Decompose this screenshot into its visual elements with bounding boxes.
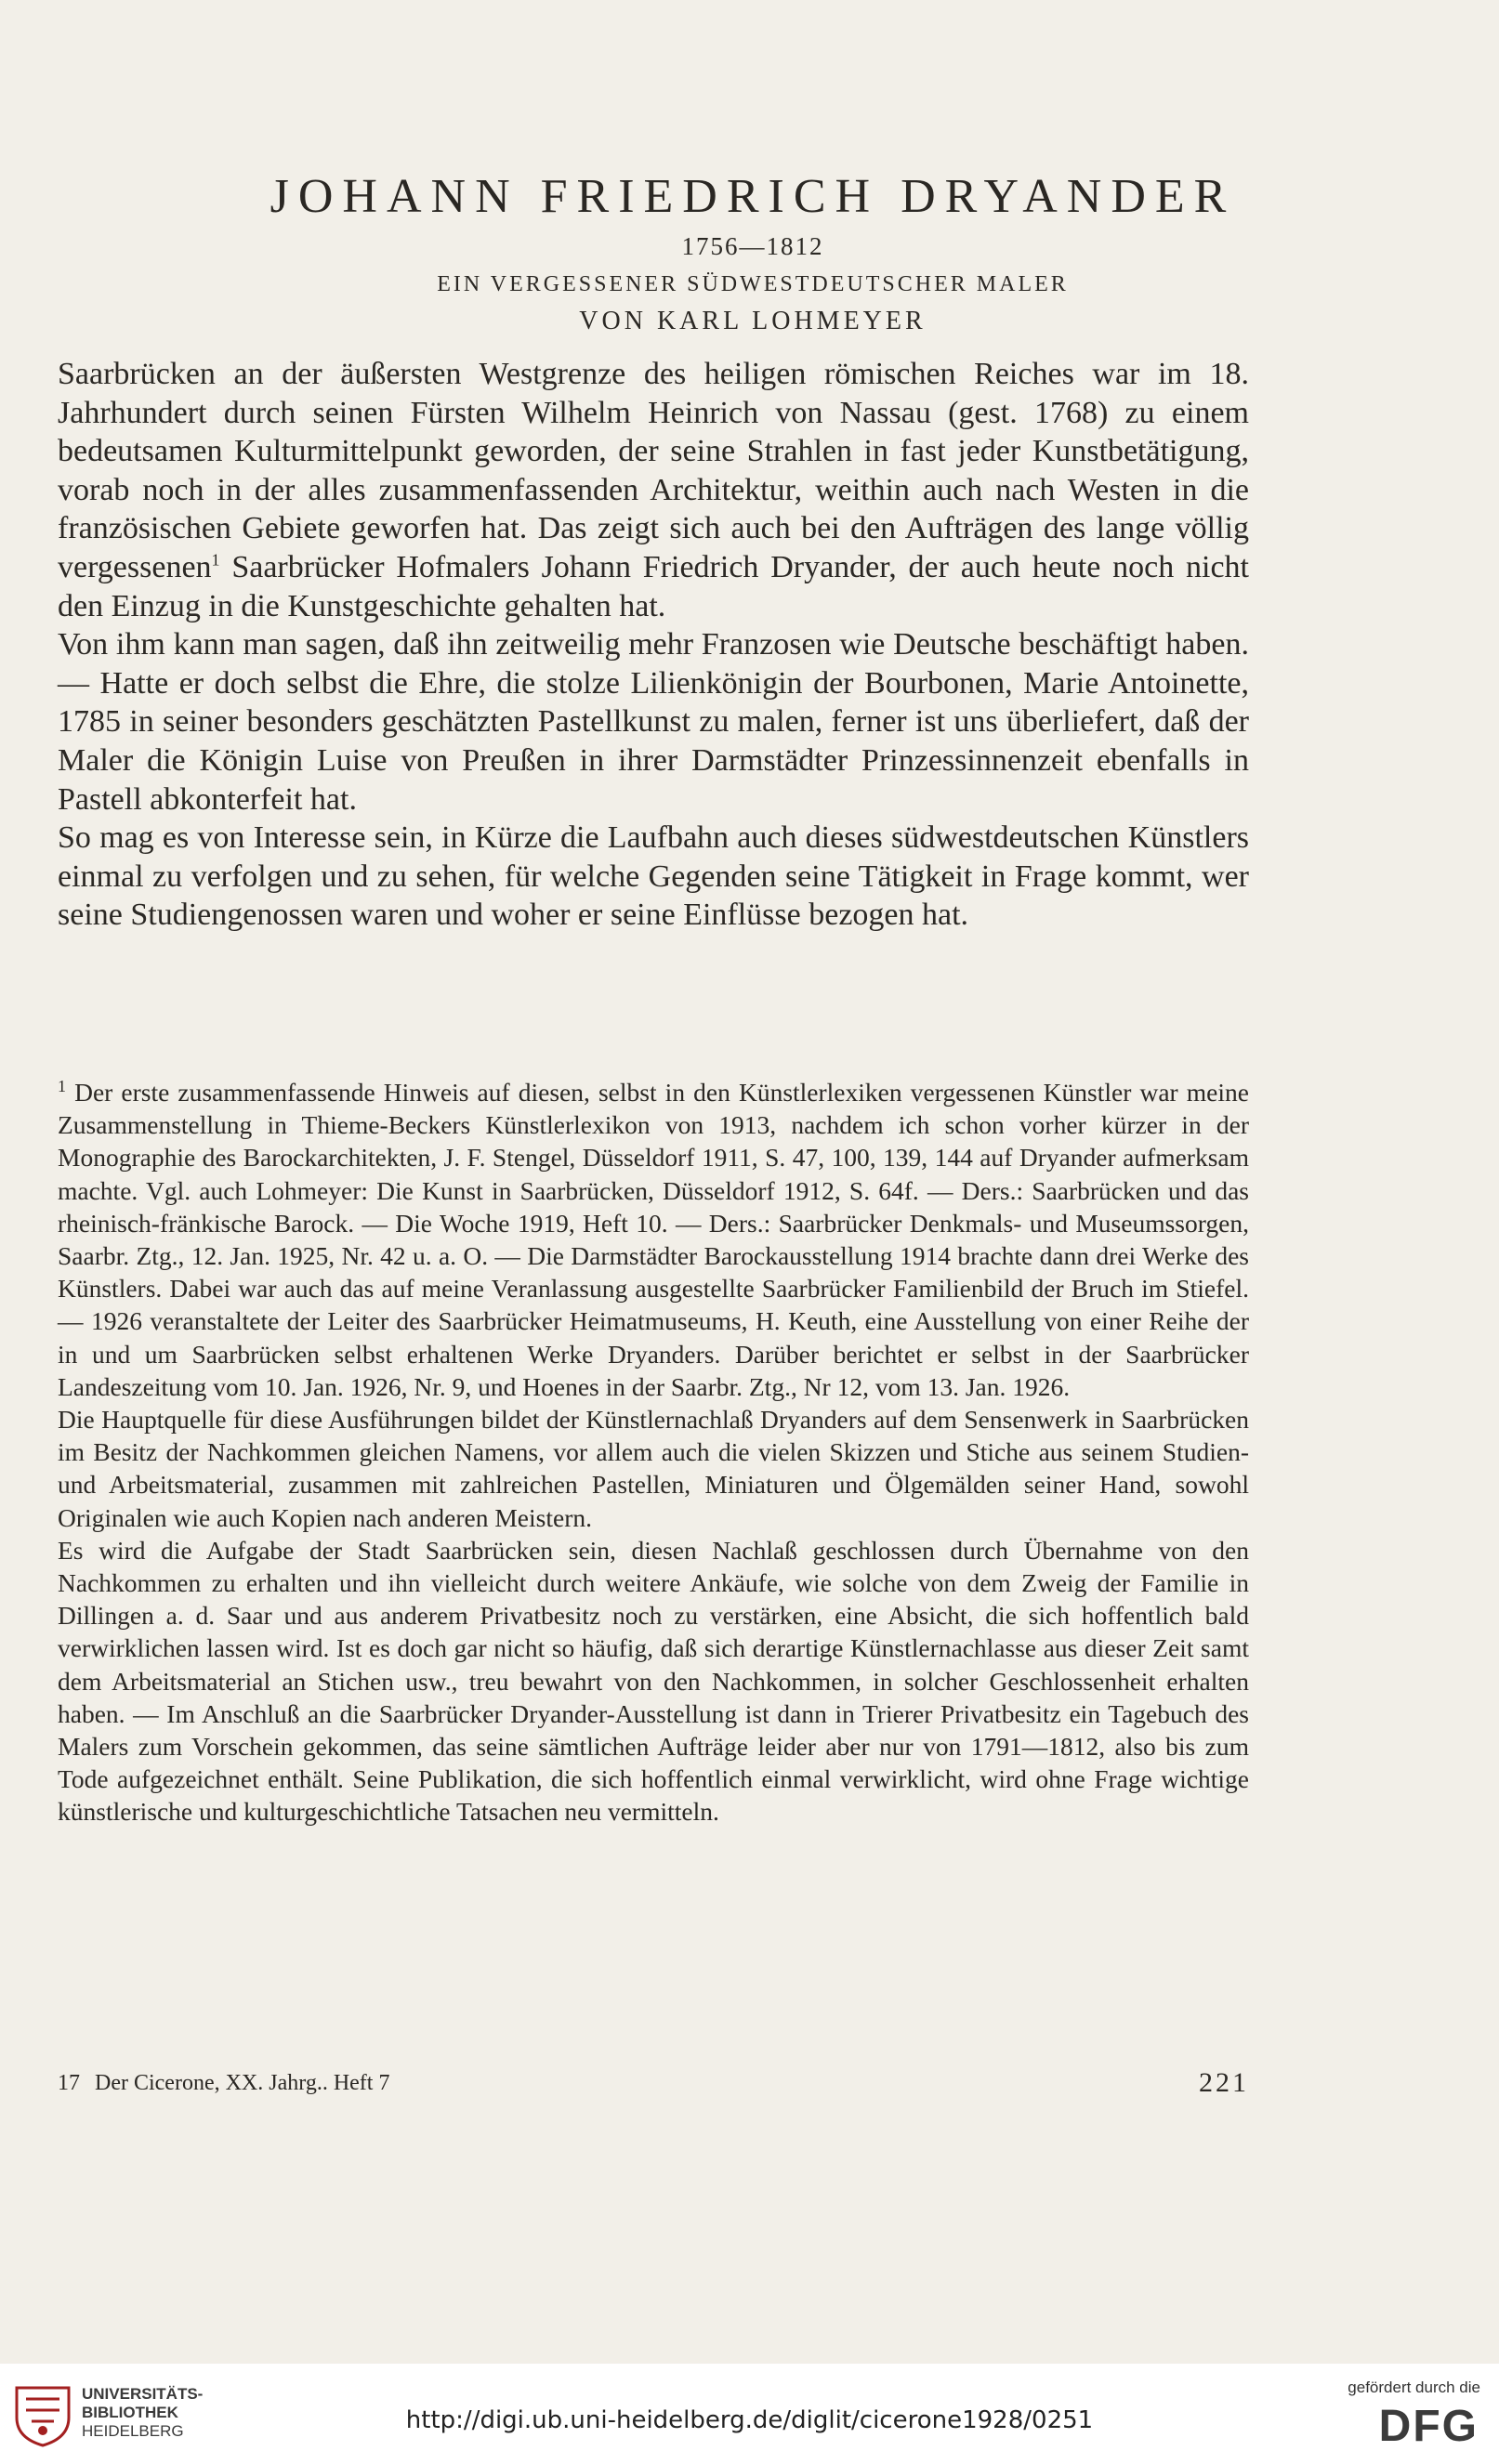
page-number: 221 <box>1199 2067 1249 2098</box>
article-body <box>58 355 1249 935</box>
journal-line: Der Cicerone, XX. Jahrg.. Heft 7 <box>95 2071 390 2095</box>
dfg-logo[interactable]: DFG <box>1378 2402 1479 2451</box>
article-subtitle: EIN VERGESSENER SÜDWESTDEUTSCHER MALER <box>437 272 1069 296</box>
article-dates: 1756—1812 <box>681 232 824 260</box>
footnote-2: Die Hauptquelle für diese Ausführungen bildet der Künstlernachlaß Dryanders auf dem Sensenwerk in Saarbrücken im Besitz der Nachkommen gleichen Namens, vor allem auch die vielen Skizzen und Stiche aus seinem Studien- und Arbeitsmaterial, zusammen mit zahlreichen Pastellen, Miniaturen und Ölgemälden seiner Hand, sowohl Originalen wie auch Kopien nach anderen Meistern. <box>58 1405 1249 1532</box>
university-seal-icon[interactable] <box>13 2382 72 2447</box>
footnote-1-text: Der erste zusammenfassende Hinweis auf diesen, selbst in den Künstlerlexiken vergessenen Künstler war meine Zusammenstellung in Thieme-Beckers Künstlerlexikon von 1913, nachdem ich schon vorher kürzer in der Monographie des Barockarchitekten, J. F. Stengel, Düsseldorf 1911, S. 47, 100, 139, 144 auf Dryander aufmerksam machte. Vgl. auch Lohmeyer: Die Kunst in Saarbrücken, Düsseldorf 1912, S. 64f. — Ders.: Saarbrücken und das rheinisch-fränkische Barock. — Die Woche 1919, Heft 10. — Ders.: Saarbrücker Denkmals- und Museumssorgen, Saarbr. Ztg., 12. Jan. 1925, Nr. 42 u. a. O. — Die Darmstädter Barockausstellung 1914 brachte dann drei Werke des Künstlers. Dabei war auch das auf meine Veranlassung ausgestellte Saarbrücker Familienbild der Bruch im Stiefel. — 1926 veranstaltete der Leiter des Saarbrücker Heimatmuseums, H. Keuth, eine Ausstellung von einer Reihe der in und um Saarbrücken selbst erhaltenen Werke Dryanders. Darüber berichtet er selbst in der Saarbrücker Landeszeitung vom 10. Jan. 1926, Nr. 9, und Hoenes in der Saarbr. Ztg., Nr 12, vom 13. Jan. 1926. <box>58 1078 1249 1401</box>
body-paragraph-1-text-cont: Saarbrücker Hofmalers Johann Friedrich Dryander, der auch heute noch nicht den Einzug in die Kunstgeschichte gehalten hat. <box>58 549 1249 623</box>
footnote-reference: 1 <box>211 550 220 570</box>
permalink-url[interactable]: http://digi.ub.uni-heidelberg.de/diglit/cicerone1928/0251 <box>405 2406 1094 2434</box>
university-library-logo[interactable] <box>82 2385 203 2441</box>
body-paragraph-1-text: Saarbrücken an der äußersten Westgrenze des heiligen römischen Reiches war im 18. Jahrhundert durch seinen Fürsten Wilhelm Heinrich von Nassau (gest. 1768) zu einem bedeutsamen Kulturmittelpunkt geworden, der seine Strahlen in fast jeder Kunstbetätigung, vorab noch in der alles zusammenfassenden Architektur, weithin auch nach Westen in die französischen Gebiete geworfen hat. Das zeigt sich auch bei den Aufträgen des lange völlig vergessenen <box>58 357 1249 584</box>
footnote-1 <box>58 1076 1249 1403</box>
body-paragraph-1 <box>58 355 1249 625</box>
library-name-line-1: UNIVERSITÄTS- <box>82 2385 204 2403</box>
body-paragraph-2: Von ihm kann man sagen, daß ihn zeitweilig mehr Franzosen wie Deutsche beschäftigt haben. — Hatte er doch selbst die Ehre, die stolze Lilienkönigin der Bourbonen, Marie Antoinette, 1785 in seiner besonders geschätzten Pastellkunst zu malen, ferner ist uns überliefert, daß der Maler die Königin Luise von Preußen in ihrer Darmstädter Prinzessinnenzeit ebenfalls in Pastell abkonterfeit hat. <box>58 627 1249 817</box>
footnote-marker: 1 <box>58 1076 66 1095</box>
library-name-line-2: BIBLIOTHEK <box>82 2404 178 2421</box>
funding-note: gefördert durch die <box>1348 2379 1480 2396</box>
library-name-line-3: HEIDELBERG <box>82 2422 184 2440</box>
footnotes <box>58 1076 1249 1828</box>
footnote-3: Es wird die Aufgabe der Stadt Saarbrücken sein, diesen Nachlaß geschlossen durch Übernahme von den Nachkommen zu erhalten und ihn vielleicht durch weitere Ankäufe, wie solche von dem Zweig der Familie in Dillingen a. d. Saar und aus anderem Privatbesitz noch zu verstärken, eine Absicht, die sich hoffentlich bald verwirklichen lassen wird. Ist es doch gar nicht so häufig, daß sich derartige Künstlernachlasse aus dieser Zeit samt dem Arbeitsmaterial an Stichen usw., treu bewahrt von den Nachkommen, in solcher Geschlossenheit erhalten haben. — Im Anschluß an die Saarbrücker Dryander-Ausstellung ist dann in Trierer Privatbesitz ein Tagebuch des Malers zum Vorschein gekommen, das seine sämtlichen Aufträge leider aber nur von 1791—1812, also bis zum Tode aufgezeichnet enthält. Seine Publikation, die sich hoffentlich einmal verwirklicht, wird ohne Frage wichtige künstlerische und kulturgeschichtliche Tatsachen neu vermitteln. <box>58 1535 1249 1827</box>
body-paragraph-3: So mag es von Interesse sein, in Kürze die Laufbahn auch dieses südwestdeutschen Künstlers einmal zu verfolgen und zu sehen, für welche Gegenden seine Tätigkeit in Frage kommt, wer seine Studiengenossen waren und woher er seine Einflüsse bezogen hat. <box>58 820 1249 933</box>
article-title: JOHANN FRIEDRICH DRYANDER <box>270 170 1236 223</box>
signature-mark: 17 <box>58 2071 80 2095</box>
article-author: VON KARL LOHMEYER <box>579 307 927 335</box>
